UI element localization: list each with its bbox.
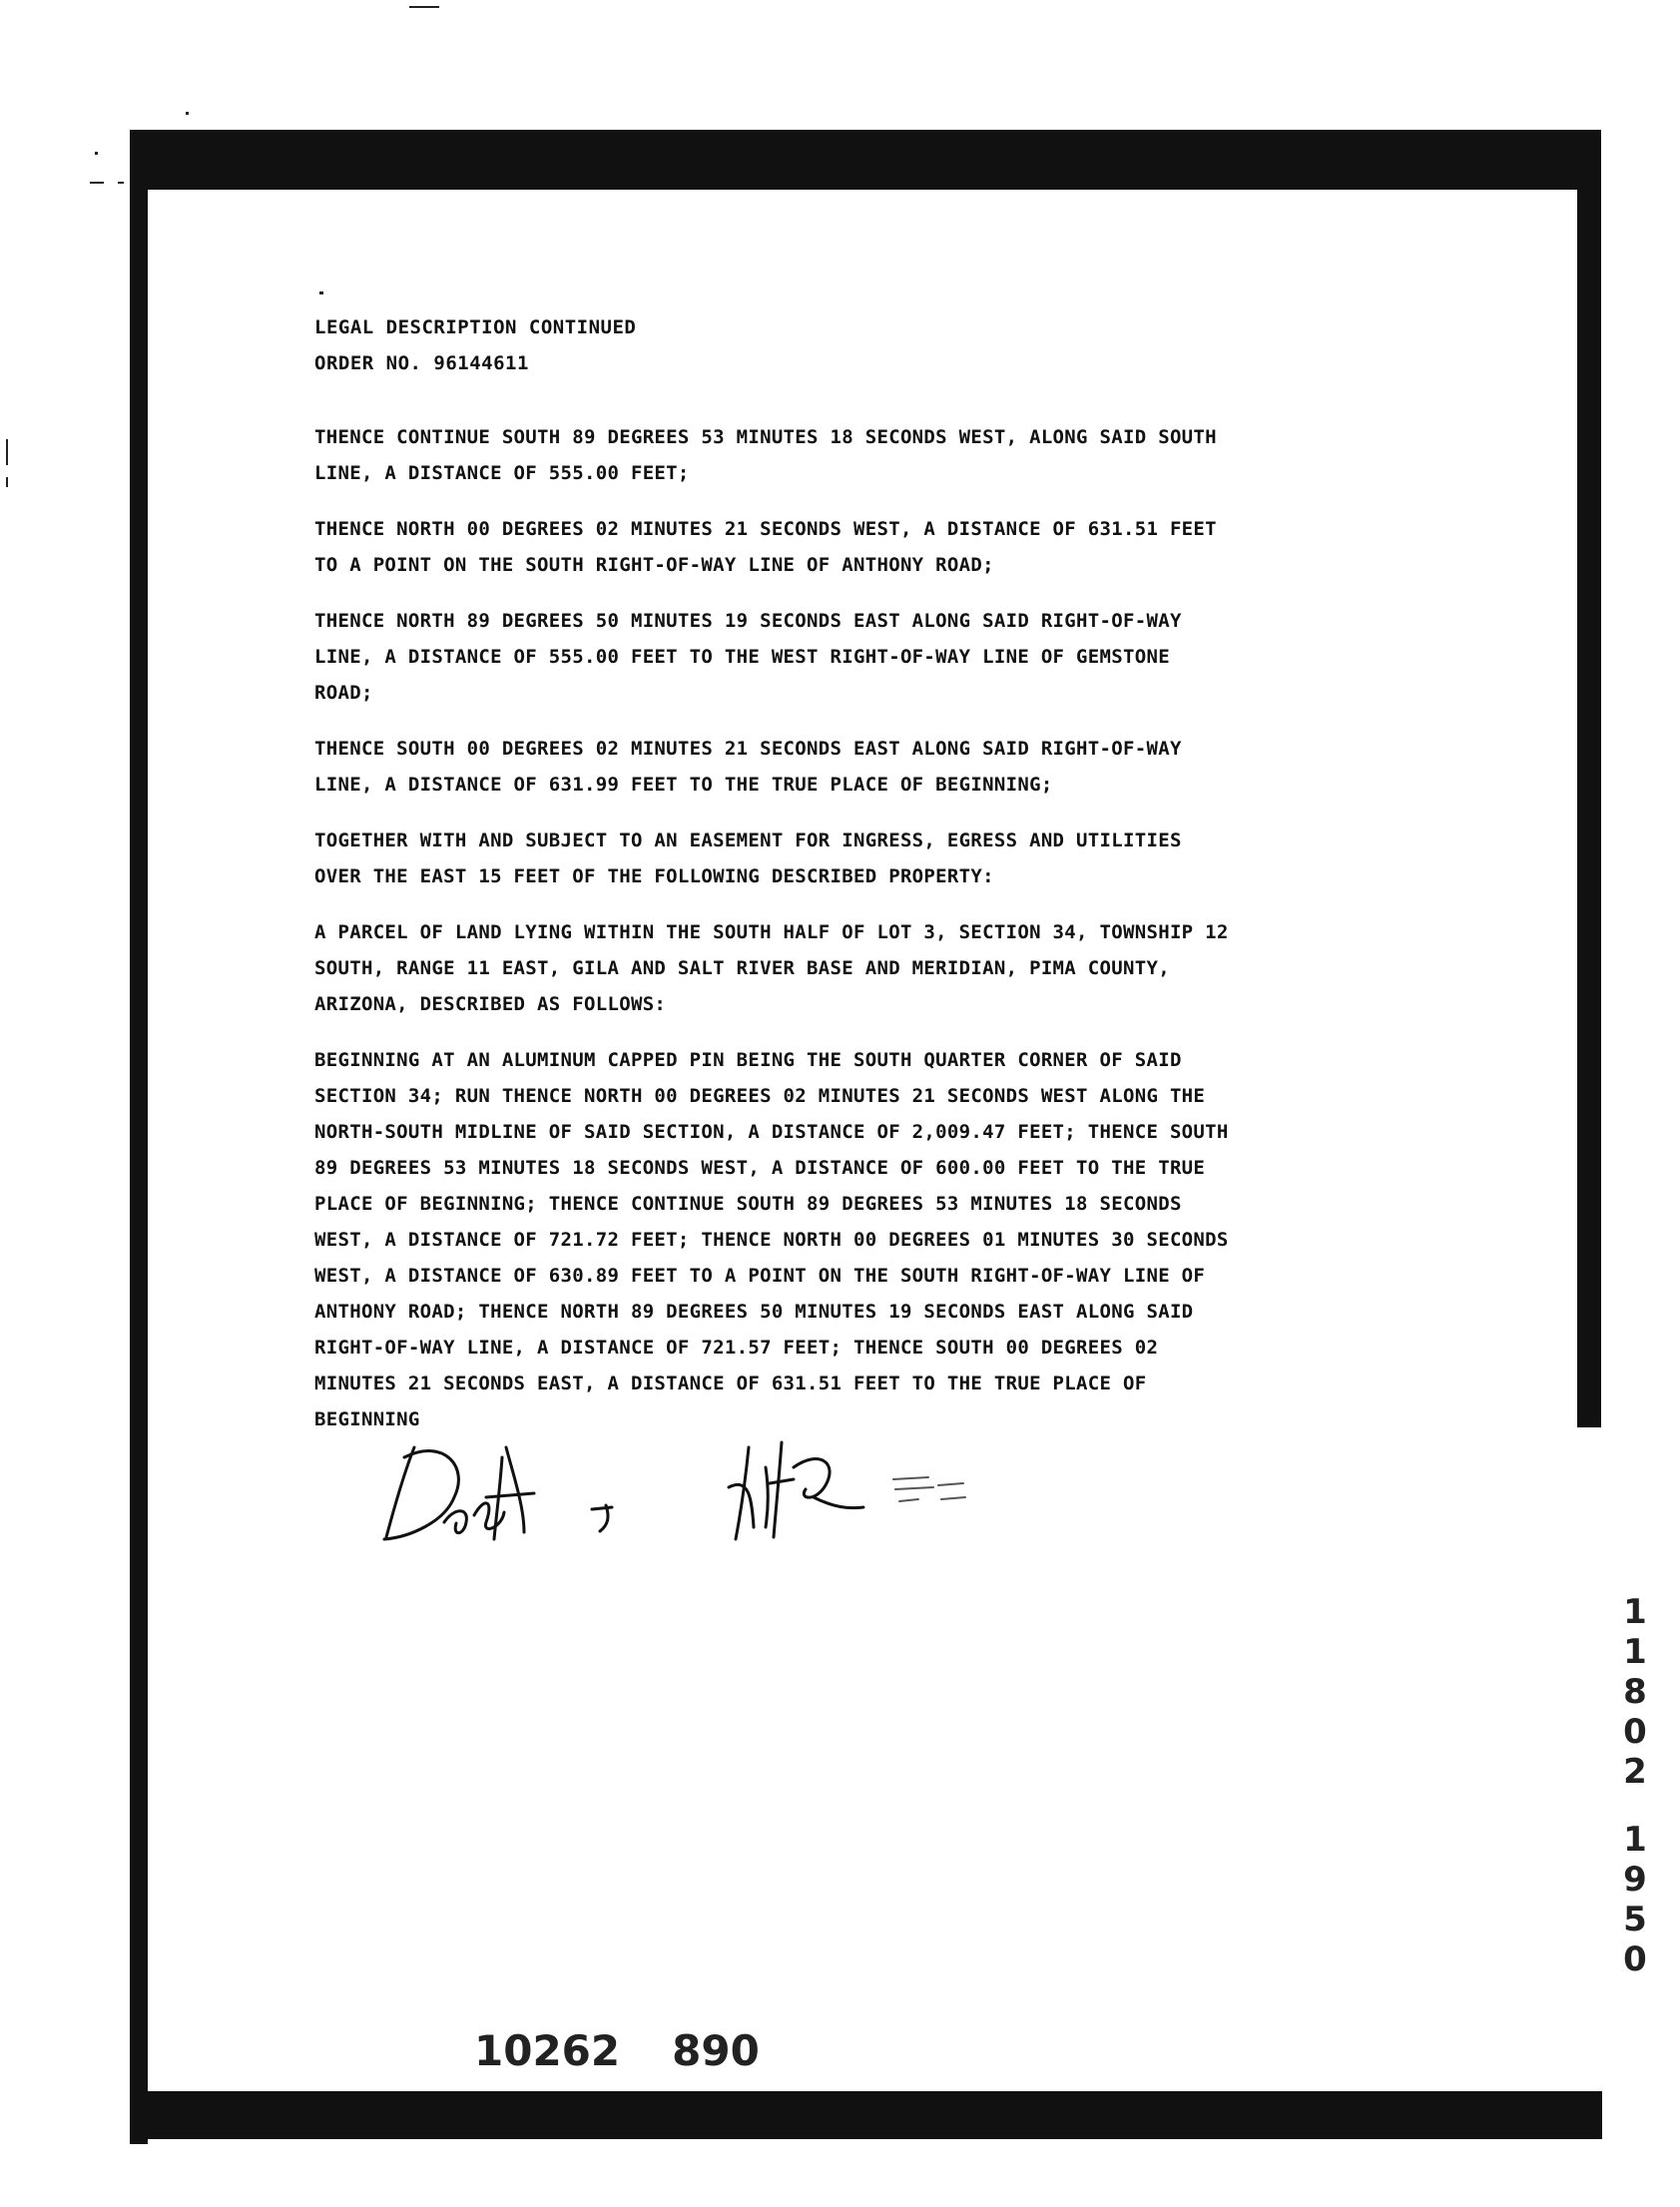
signature-mark (592, 1505, 612, 1531)
legal-description (314, 309, 1432, 1437)
side-stamp-char: 0 (1623, 1712, 1647, 1752)
scan-border-left (130, 130, 148, 2144)
page-number: 890 (672, 2026, 760, 2075)
side-stamp-char: 1 (1623, 1592, 1647, 1632)
side-stamp-char: 0 (1623, 1939, 1647, 1979)
signatures (374, 1427, 1093, 1557)
docket-stamp (474, 2026, 760, 2075)
scan-border-bottom (140, 2091, 1602, 2139)
scan-border-top (130, 130, 1592, 190)
side-stamp (1615, 1592, 1655, 1979)
scan-speck (90, 182, 104, 184)
scan-speck (186, 112, 189, 115)
paragraph-7: BEGINNING AT AN ALUMINUM CAPPED PIN BEING THE SOUTH QUARTER CORNER OF SAID SECTION 34; RUN THENCE NORTH 00 DEGREES 02 MINUTES 21 SECONDS WEST ALONG THE NORTH-SOUTH MIDLINE OF SAID SECTION, A DISTANCE OF 2,009.47 FEET; THENCE SOUTH 89 DEGREES 53 MINUTES 18 SECONDS WEST, A DISTANCE OF 600.00 FEET TO THE TRUE PLACE OF BEGINNING; THENCE CONTINUE SOUTH 89 DEGREES 53 MINUTES 18 SECONDS WEST, A DISTANCE OF 721.72 FEET; THENCE NORTH 00 DEGREES 01 MINUTES 30 SECONDS WEST, A DISTANCE OF 630.89 FEET TO A POINT ON THE SOUTH RIGHT-OF-WAY LINE OF ANTHONY ROAD; THENCE NORTH 89 DEGREES 50 MINUTES 19 SECONDS EAST ALONG SAID RIGHT-OF-WAY LINE, A DISTANCE OF 721.57 FEET; THENCE SOUTH 00 DEGREES 02 MINUTES 21 SECONDS EAST, A DISTANCE OF 631.51 FEET TO THE TRUE PLACE OF BEGINNING (314, 1049, 1229, 1430)
scan-speck (6, 477, 8, 487)
scan-speck (409, 6, 439, 8)
scan-speck (95, 152, 98, 155)
side-stamp-char: 5 (1623, 1900, 1647, 1939)
document-title: LEGAL DESCRIPTION CONTINUED (314, 316, 637, 338)
paragraph-3: THENCE NORTH 89 DEGREES 50 MINUTES 19 SECONDS EAST ALONG SAID RIGHT-OF-WAY LINE, A DISTANCE OF 555.00 FEET TO THE WEST RIGHT-OF-WAY LINE OF GEMSTONE ROAD; (314, 610, 1182, 704)
side-stamp-char: 1 (1623, 1632, 1647, 1672)
side-stamp-char: 9 (1623, 1860, 1647, 1900)
order-number: ORDER NO. 96144611 (314, 352, 529, 374)
signature-1 (384, 1447, 534, 1539)
side-stamp-char: 2 (1623, 1752, 1647, 1792)
side-stamp-char: 1 (1623, 1820, 1647, 1860)
paragraph-6: A PARCEL OF LAND LYING WITHIN THE SOUTH HALF OF LOT 3, SECTION 34, TOWNSHIP 12 SOUTH, RANGE 11 EAST, GILA AND SALT RIVER BASE AND MERIDIAN, PIMA COUNTY, ARIZONA, DESCRIBED AS FOLLOWS: (314, 921, 1229, 1015)
signature-faint (893, 1477, 965, 1501)
paragraph-4: THENCE SOUTH 00 DEGREES 02 MINUTES 21 SECONDS EAST ALONG SAID RIGHT-OF-WAY LINE, A DISTANCE OF 631.99 FEET TO THE TRUE PLACE OF BEGINNING; (314, 738, 1182, 796)
side-stamp-char: 8 (1623, 1672, 1647, 1712)
scan-border-right (1577, 130, 1601, 1427)
scan-speck (319, 291, 323, 294)
paragraph-1: THENCE CONTINUE SOUTH 89 DEGREES 53 MINUTES 18 SECONDS WEST, ALONG SAID SOUTH LINE, A DISTANCE OF 555.00 FEET; (314, 426, 1217, 484)
docket-number: 10262 (474, 2026, 621, 2075)
scan-speck (118, 182, 124, 184)
signature-2 (729, 1442, 863, 1539)
paragraph-5: TOGETHER WITH AND SUBJECT TO AN EASEMENT FOR INGRESS, EGRESS AND UTILITIES OVER THE EAST 15 FEET OF THE FOLLOWING DESCRIBED PROPERTY: (314, 829, 1182, 887)
scan-speck (6, 439, 8, 465)
paragraph-2: THENCE NORTH 00 DEGREES 02 MINUTES 21 SECONDS WEST, A DISTANCE OF 631.51 FEET TO A POINT ON THE SOUTH RIGHT-OF-WAY LINE OF ANTHONY ROAD; (314, 518, 1217, 576)
